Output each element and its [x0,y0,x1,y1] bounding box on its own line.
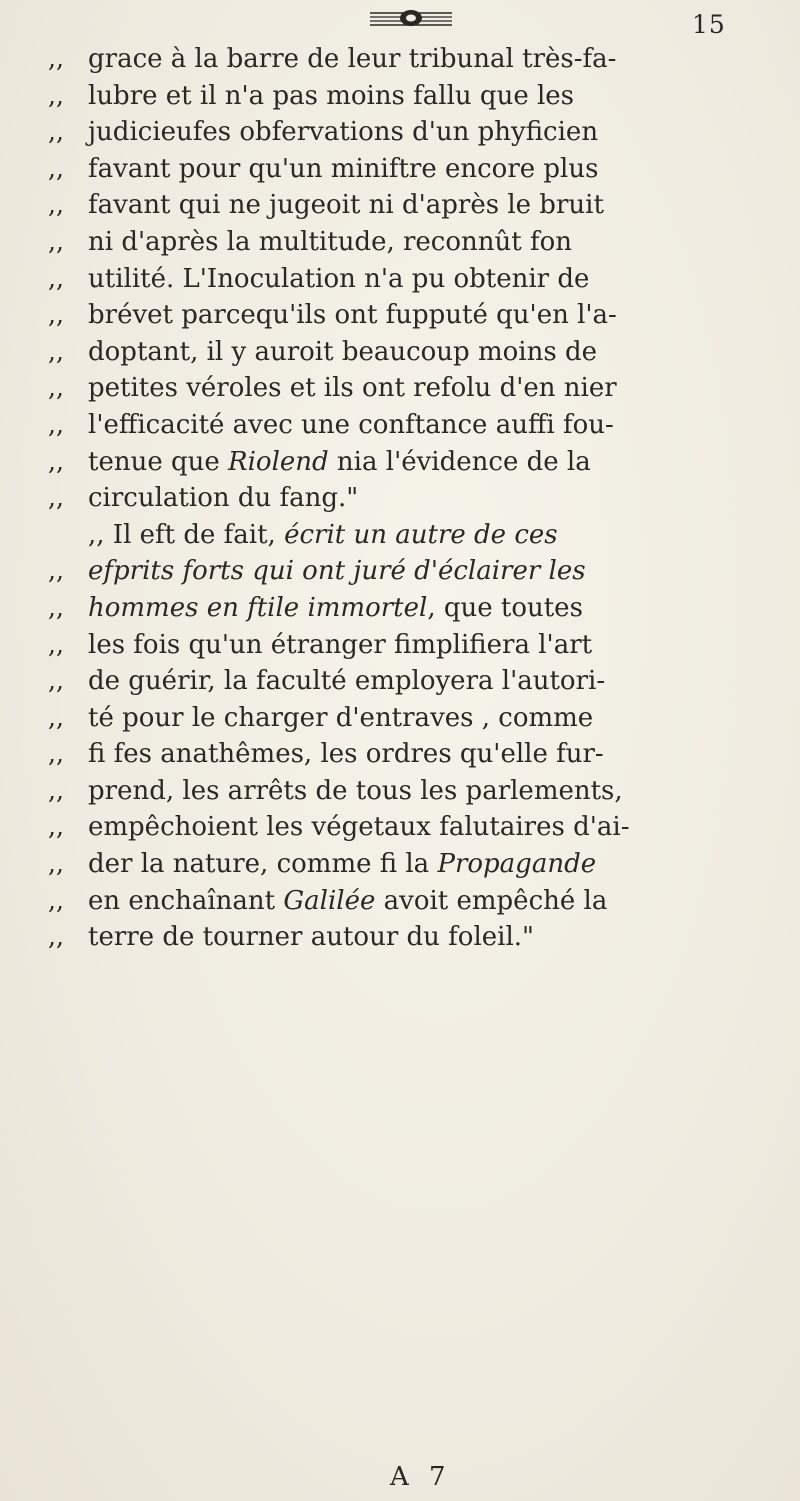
text-line [48,520,768,557]
roman-text: utilité. L'Inoculation n'a pu obtenir de [88,263,590,294]
roman-text: grace à la barre de leur tribunal très-fa- [88,44,617,74]
roman-text: les fois qu'un étranger fimplifiera l'art [88,629,593,660]
roman-text: fi fes anathêmes, les ordres qu'elle fur- [88,739,604,770]
line-text [88,190,768,220]
roman-text: favant pour qu'un miniftre encore plus [88,153,599,184]
line-text [88,666,768,696]
text-line [48,337,768,374]
line-text [88,483,768,513]
text-line [48,556,768,593]
quotation-mark: ,, [48,775,64,805]
italic-text: efprits forts qui ont juré d'éclairer les [88,556,586,587]
roman-text: terre de tourner autour du foleil." [88,922,535,953]
italic-text: écrit un autre de ces [284,519,558,550]
quotation-mark: ,, [48,44,64,73]
roman-text: lubre et il n'a pas moins fallu que les [88,80,575,111]
roman-text: l'efficacité avec une conftance auffi fou- [88,409,614,440]
text-line [48,81,768,118]
line-text [88,520,768,550]
text-line [48,410,768,447]
roman-text: ni d'après la multitude, reconnût fon [88,226,572,257]
line-text [88,337,768,367]
line-text [88,922,768,952]
text-line [48,703,768,740]
line-text [88,812,768,842]
text-line [48,154,768,191]
line-text [88,264,768,294]
quotation-mark: ,, [48,263,64,293]
quotation-mark: ,, [48,483,64,513]
line-text [88,593,768,623]
line-text [88,849,768,879]
line-text [88,447,768,477]
roman-text: en enchaînant [88,885,284,916]
quotation-mark: ,, [48,409,64,439]
quotation-mark: ,, [48,190,64,220]
quotation-mark: ,, [48,666,64,696]
quotation-mark: ,, [48,336,64,366]
line-text [88,81,768,111]
quotation-mark: ,, [48,446,64,476]
roman-text: avoit empêché la [375,885,608,916]
quotation-mark: ,, [48,373,64,403]
quotation-mark: ,, [48,153,64,183]
line-text [88,630,768,660]
text-line [48,227,768,264]
line-text [88,373,768,403]
italic-text: hommes en ftile immortel [88,592,428,623]
line-text [88,739,768,769]
italic-text: Riolend [228,446,329,477]
quotation-mark: ,, [48,812,64,842]
text-line [48,593,768,630]
quotation-mark: ,, [48,592,64,622]
text-line [48,190,768,227]
text-line [48,849,768,886]
roman-text: de guérir, la faculté employera l'autori- [88,666,606,697]
quotation-mark: ,, [48,300,64,330]
line-text [88,154,768,184]
text-line [48,630,768,667]
text-line [48,812,768,849]
body-text [48,44,768,959]
text-line [48,44,768,81]
text-line [48,264,768,301]
line-text [88,886,768,916]
page-number: 15 [692,10,726,39]
roman-text: der la nature, comme fi la [88,849,438,880]
line-text [88,117,768,147]
text-line [48,300,768,337]
roman-text: brévet parcequ'ils ont fupputé qu'en l'a- [88,300,617,331]
roman-text: petites véroles et ils ont refolu d'en nier [88,373,617,404]
roman-text: té pour le charger d'entraves , comme [88,702,594,733]
text-line [48,666,768,703]
line-text [88,227,768,257]
text-line [48,776,768,813]
text-line [48,886,768,923]
roman-text: favant qui ne jugeoit ni d'après le bruit [88,190,604,221]
line-text [88,703,768,733]
quotation-mark: ,, [48,117,64,147]
text-line [48,922,768,959]
roman-text: judicieufes obfervations d'un phyficien [88,117,599,148]
line-text [88,776,768,806]
quotation-mark: ,, [48,80,64,110]
quotation-mark: ,, [48,556,64,586]
italic-text: Galilée [283,885,376,916]
italic-text: Propagande [437,849,597,880]
roman-text: ,, Il eft de fait, [88,519,285,550]
text-line [48,447,768,484]
line-text [88,410,768,440]
roman-text: doptant, il y auroit beaucoup moins de [88,336,597,367]
text-line [48,739,768,776]
line-text [88,300,768,330]
roman-text: prend, les arrêts de tous les parlements, [88,775,623,806]
line-text [88,556,768,586]
quotation-mark: ,, [48,885,64,915]
quotation-mark: ,, [48,226,64,256]
line-text [88,44,768,74]
roman-text: circulation du fang." [88,483,359,514]
roman-text: tenue que [88,446,229,477]
roman-text: , que toutes [427,592,583,623]
printers-ornament-icon [366,6,456,32]
roman-text: nia l'évidence de la [328,446,591,477]
quotation-mark: ,, [48,922,64,952]
roman-text: empêchoient les végetaux falutaires d'ai- [88,812,630,843]
quotation-mark: ,, [48,629,64,659]
text-line [48,373,768,410]
quotation-mark: ,, [48,702,64,732]
signature-mark: A 7 [390,1462,452,1492]
quotation-mark: ,, [48,739,64,769]
text-line [48,483,768,520]
quotation-mark: ,, [48,849,64,879]
text-line [48,117,768,154]
